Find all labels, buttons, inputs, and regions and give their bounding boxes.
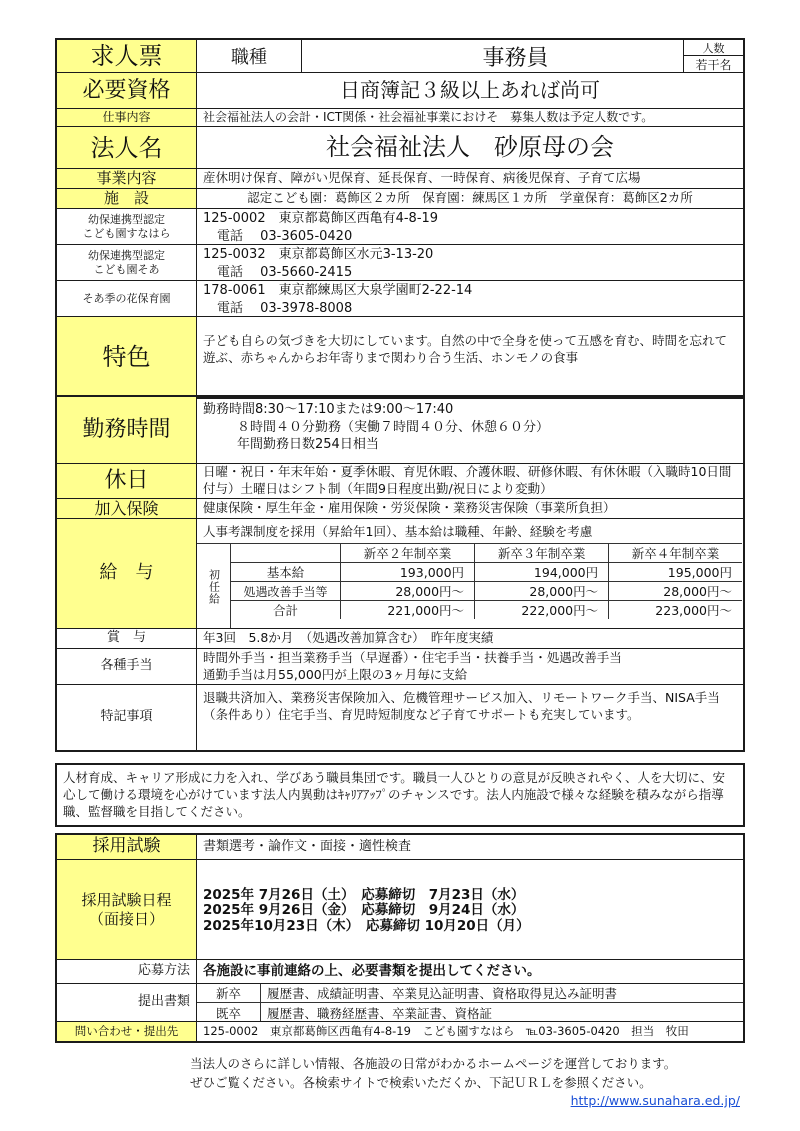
business-row [57, 168, 743, 188]
message-text: 人材育成、キャリア形成に力を入れ、学びあう職員集団です。職員一人ひとりの意見が反映されやく、人を大切に、安心して働ける環境を心がけています法人内異動はｷｬﾘｱｱｯﾌﾟのチャンスです。法人内施設で様々な経験を積みながら指導職、監督職を目指してください。 [63, 770, 726, 819]
occupation-value: 事務員 [482, 45, 549, 71]
work-conditions-block [55, 395, 745, 752]
exam-value: 書類選考・論作文・面接・適性検査 [203, 839, 412, 855]
site-tel: 電話 03-5660-2415 [217, 264, 353, 280]
homepage-link[interactable]: http://www.sunahara.ed.jp/ [570, 1093, 740, 1108]
insurance-row [57, 498, 743, 518]
method-label: 応募方法 [57, 960, 197, 983]
hours-line: 勤務時間8:30～17:10または9:00～17:40 [203, 402, 454, 417]
salary-cell: 221,000円～ [341, 601, 475, 620]
schedule-item: 2025年10月23日（木） 応募締切 10月20日（月） [203, 917, 530, 934]
docs-type: 新卒 [197, 984, 261, 1003]
docs-value: 履歴書、成績証明書、卒業見込証明書、資格取得見込み証明書 [261, 984, 743, 1003]
method-value: 各施設に事前連絡の上、必要書類を提出してください。 [203, 963, 541, 980]
site-row [57, 280, 743, 316]
salary-note: 人事考課制度を採用（昇給年1回）、基本給は職種、年齢、経験を考慮 [203, 524, 593, 539]
feature-row [57, 316, 743, 397]
allowance-line: 通勤手当は月55,000円が上限の3ヶ月毎に支給 [203, 666, 468, 682]
salary-row-label: 合計 [231, 601, 341, 620]
site-name [57, 281, 197, 316]
notes-row [57, 684, 743, 750]
site-info [197, 281, 743, 316]
occupation-label: 職種 [197, 40, 302, 72]
salary-row-label: 処遇改善手当等 [231, 582, 341, 601]
qualification-label: 必要資格 [57, 73, 197, 108]
docs-value: 履歴書、職務経歴書、卒業証書、資格証 [267, 1005, 493, 1021]
salary-cell: 193,000円 [341, 563, 475, 582]
hours-line: 年間勤務日数254日相当 [237, 437, 379, 453]
hours-line: ８時間４０分勤務（実働７時間４０分、休憩６０分） [237, 419, 550, 435]
schedule-label-line: （面接日） [88, 909, 164, 928]
footer-line: ぜひご覧ください。各検索サイトで検索いただくか、下記ＵＲＬを参照ください。 [190, 1075, 652, 1090]
salary-header-row [231, 544, 743, 563]
allowance-line: 時間外手当・担当業務手当（早遅番）・住宅手当・扶養手当・処遇改善手当 [203, 650, 622, 665]
site-address: 125-0032 東京都葛飾区水元3-13-20 [203, 247, 434, 262]
site-tel: 電話 03-3978-8008 [217, 300, 353, 316]
footer-line: 当法人のさらに詳しい情報、各施設の日常がわかるホームページを運営しております。 [190, 1056, 677, 1071]
salary-side-text: 初任給 [207, 568, 221, 605]
site-row [57, 244, 743, 280]
facility-value: 認定こども園：葛飾区２カ所 保育園：練馬区１カ所 学童保育：葛飾区2カ所 [247, 190, 693, 206]
allowance-label: 各種手当 [57, 649, 197, 684]
schedule-row [57, 859, 743, 959]
business-value: 産休明け保育、障がい児保育、延長保育、一時保育、病後児保育、子育て広場 [203, 170, 641, 186]
notes-value: 退職共済加入、業務災害保険加入、危機管理サービス加入、リモートワーク手当、NISA手当（条件あり）住宅手当、育児時短制度など子育てサポートも充実しています。 [203, 690, 720, 722]
salary-col-header: 新卒３年制卒業 [475, 544, 609, 563]
salary-cell: 223,000円～ [609, 601, 742, 620]
site-address: 125-0002 東京都葛飾区西亀有4-8-19 [203, 211, 439, 226]
site-address: 178-0061 東京都練馬区大泉学園町2-22-14 [203, 283, 473, 298]
schedule-label-line: 採用試験日程 [81, 890, 172, 909]
bonus-value: 年3回 5.8か月 （処遇改善加算含む） 昨年度実績 [203, 630, 494, 646]
headcount-value: 若干名 [683, 56, 743, 72]
contact-value: 125-0002 東京都葛飾区西亀有4-8-19 こども園すなはら ℡03-3605-0420 担当 牧田 [203, 1023, 689, 1038]
exam-block [55, 833, 745, 1043]
site-row [57, 208, 743, 244]
docs-label: 提出書類 [57, 984, 197, 1021]
site-name-line1: 幼保連携型認定 [88, 248, 165, 262]
contact-label: 問い合わせ・提出先 [57, 1022, 197, 1041]
schedule-item: 2025年 9月26日（金） 応募締切 9月24日（水） [203, 902, 525, 919]
allowance-row [57, 648, 743, 684]
salary-cell: 222,000円～ [475, 601, 609, 620]
qualification-value: 日商簿記３級以上あれば尚可 [340, 78, 600, 102]
salary-label: 給 与 [57, 519, 197, 628]
site-info [197, 209, 743, 244]
site-name [57, 209, 197, 244]
job-label: 仕事内容 [57, 109, 197, 126]
salary-row-label: 基本給 [231, 563, 341, 582]
message-box [55, 763, 745, 827]
site-name-line2: こども園すなはら [82, 226, 171, 240]
hours-value [197, 397, 743, 463]
job-value: 社会福祉法人の会計・ICT関係・社会福祉事業におけそ 募集人数は予定人数です。 [203, 110, 654, 125]
corp-name-label: 法人名 [57, 127, 197, 168]
schedule-item: 2025年 7月26日（土） 応募締切 7月23日（水） [203, 886, 525, 903]
method-row [57, 959, 743, 983]
salary-corner [231, 544, 341, 563]
salary-cell: 28,000円～ [609, 582, 742, 601]
salary-data-row [231, 601, 743, 620]
salary-cell: 28,000円～ [341, 582, 475, 601]
headcount-label: 人数 [683, 40, 743, 56]
site-tel: 電話 03-3605-0420 [217, 228, 353, 244]
allowance-value [197, 649, 743, 684]
bonus-row [57, 628, 743, 648]
salary-row [57, 518, 743, 628]
salary-cell: 28,000円～ [475, 582, 609, 601]
feature-label: 特色 [57, 317, 197, 397]
facility-row [57, 188, 743, 208]
salary-col-header: 新卒２年制卒業 [341, 544, 475, 563]
salary-data-row [231, 582, 743, 601]
job-row [57, 108, 743, 126]
page-title: 求人票 [57, 40, 197, 72]
contact-row [57, 1021, 743, 1041]
qualification-row [57, 72, 743, 108]
salary-table [230, 543, 742, 619]
bonus-label: 賞 与 [57, 629, 197, 648]
corp-name-row [57, 126, 743, 168]
notes-label: 特記事項 [57, 685, 197, 750]
site-name-line1: 幼保連携型認定 [88, 212, 165, 226]
salary-cell: 194,000円 [475, 563, 609, 582]
exam-label: 採用試験 [57, 835, 197, 859]
job-header-block [55, 38, 745, 399]
salary-cell: 195,000円 [609, 563, 742, 582]
insurance-label: 加入保険 [57, 499, 197, 518]
salary-data-row [231, 563, 743, 582]
exam-row [57, 835, 743, 859]
schedule-label [57, 860, 197, 959]
site-name-line1: そあ季の花保育園 [82, 291, 171, 305]
site-name [57, 245, 197, 280]
site-info [197, 245, 743, 280]
hours-row [57, 397, 743, 463]
holiday-row [57, 463, 743, 498]
docs-row [57, 983, 743, 1021]
schedule-list [197, 860, 743, 959]
docs-type: 既卒 [197, 1003, 261, 1022]
business-label: 事業内容 [57, 169, 197, 188]
hours-label: 勤務時間 [57, 397, 197, 463]
salary-table-wrap [231, 543, 743, 619]
site-name-line2: こども園そあ [93, 262, 160, 276]
corp-name-value: 社会福祉法人 砂原母の会 [326, 133, 614, 162]
salary-col-header: 新卒４年制卒業 [609, 544, 742, 563]
feature-value: 子ども自らの気づきを大切にしています。自然の中で全身を使って五感を育む、時間を忘れて遊ぶ、赤ちゃんからお年寄りまで関わり合う生活、ホンモノの食事 [203, 333, 728, 365]
salary-side-label [197, 543, 231, 629]
insurance-value: 健康保険・厚生年金・雇用保険・労災保険・業務災害保険（事業所負担） [203, 500, 616, 516]
facility-label: 施 設 [57, 189, 197, 208]
title-row [57, 40, 743, 72]
holiday-value: 日曜・祝日・年末年始・夏季休暇、育児休暇、介護休暇、研修休暇、有休休暇（入職時10日間付与）土曜日はシフト制（年間9日程度出勤/祝日により変動） [203, 464, 732, 496]
holiday-label: 休日 [57, 464, 197, 498]
